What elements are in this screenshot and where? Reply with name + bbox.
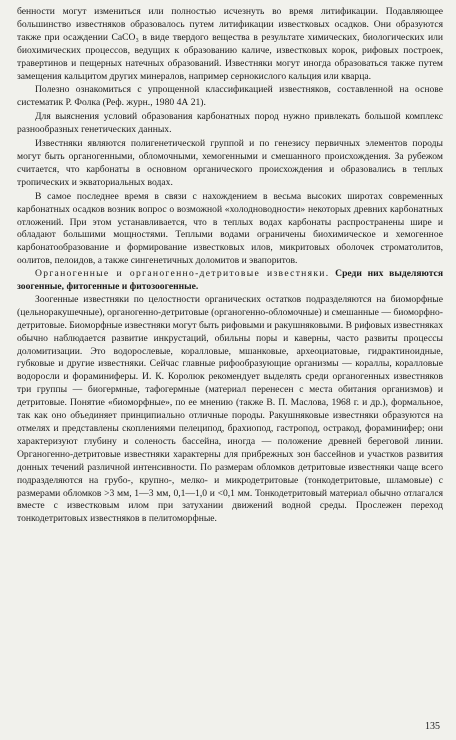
paragraph-genetic-data: Для выяснения условий образования карбонатных пород нужно привлекать большой комплекс разнообразных генетических данных. [17,111,443,136]
section-heading [17,268,443,294]
paragraph-polygenetic: Известняки являются полигенетической группой и по генезису первичных элементов породы могут быть органогенными, обломочными, хемогенными и смешанного происхождения. За рубежом считается, что карбонаты в основном органического происхождения и образовались в теплых тропических и экваториальных водах. [17,138,443,188]
paragraph-zoogenic: Зоогенные известняки по целостности органических остатков подразделяются на биоморфные (цельноракушечные), органогенно-детритовые (органогенно-обломочные) и смешанные — биоморфно-детритовые. Биоморфные известняки могут быть рифовыми и ракушняковыми. В рифовых известняках обычно наблюдается развитие инкрустаций, обильны поры и каверны, часто развиты процессы доломитизации. Это водорослевые, коралловые, мшанковые, археоциатовые, гидрактиноидные, губковые и другие известняки. Сейчас главные рифообразующие организмы — кораллы, коралловые водоросли и фораминиферы. И. К. Королюк рекомендует выделять среди органогенных известняков три группы — биогермные, тафогермные (материал перенесен с места обитания организмов) и детритовые. Понятие «биоморфные», по ее мнению (также В. П. Маслова, 1968 г. и др.), формальное, так как оно объединяет принципиально отличные породы. Ракушняковые известняки образуются на отмелях и представлены скоплениями пелеципод, брахиопод, гастропод, остракод, фораминифер; они характеризуют глубину и соленость бассейна, иногда — положение древней береговой линии. Органогенно-детритовые известняки характерны для прибрежных зон бассейнов и участков развития донных течений различной интенсивности. По размерам обломков детритовые известняки чаще всего подразделяются на грубо-, крупно-, мелко- и микродетритовые (тонкодетритовые, шламовые) с размерами обломков >3 мм, 1—3 мм, 0,1—1,0 и <0,1 мм. Тонкодетритовый материал обычно отлагался вместе с известковым илом при затухании движений водной среды. Прослежен переход тонкодетритовых известняков в пелитоморфные. [17,293,443,525]
paragraph-continued: бенности могут измениться или полностью исчезнуть во время литификации. Подавляющее большинство известняков образовалось путем литификации известковых осадков. Они образуются также при осаждении CaCO₃ в виде твердого вещества в результате химических, биологических или биохимических процессов, ведущих к образованию каличе, известковых корок, рифовых построек, травертинов и пещерных натечных образований. Известняки могут иногда образоваться также путем замещения кальцитом других минералов, например сернокислого кальция или кварца. [17,6,443,82]
section-heading-title: Органогенные и органогенно-детритовые известняки. [35,268,330,280]
section-heading-lead: Среди них выделяются зоогенные, фитогенные и фитозоогенные. [17,268,444,293]
page-number: 135 [425,721,440,732]
paragraph-folk-classification: Полезно ознакомиться с упрощенной классификацией известняков, составленной на основе систематик Р. Фолка (Реф. журн., 1980 4А 21). [17,84,443,109]
page-text [17,6,443,526]
paragraph-cold-water: В самое последнее время в связи с нахождением в весьма высоких широтах современных карбонатных осадков возник вопрос о возможной «холодноводности» некоторых древних карбонатных отложений. При этом устанавливается, что в теплых водах карбонаты распространены шире и обладают большими мощностями. Теплыми водами ограничены биохимическое и хемогенное карбонатообразование и формирование известковых илов, микритовых оболочек строматолитов, оолитов, пелоидов, а также сингенетичных доломитов и эвапоритов. [17,190,443,267]
